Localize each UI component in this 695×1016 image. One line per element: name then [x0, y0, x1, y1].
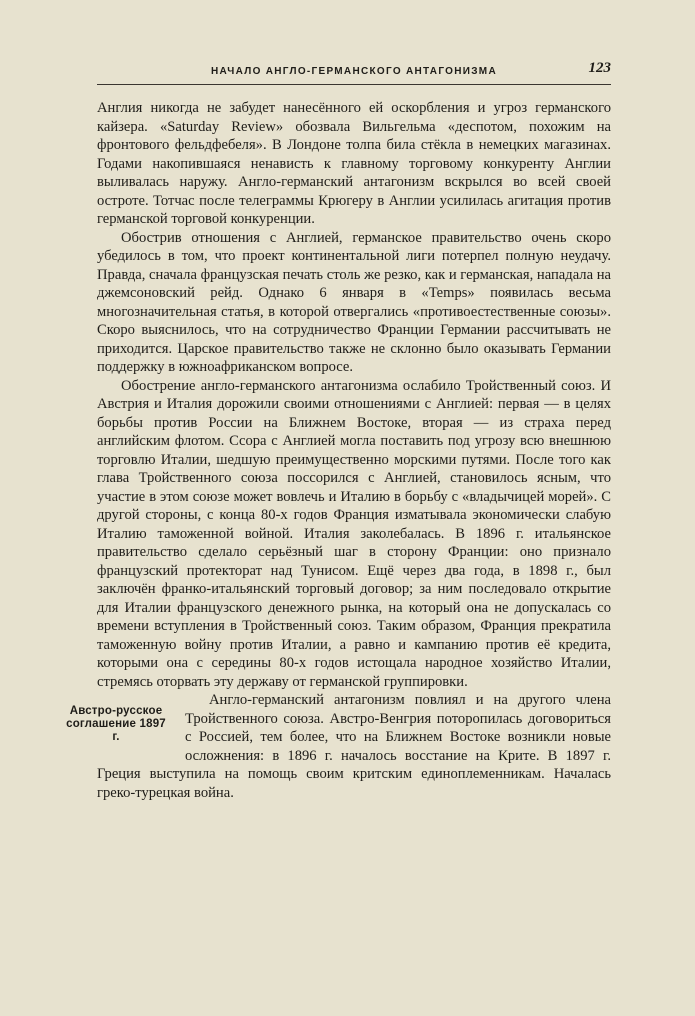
paragraph-4: Англо-германский антагонизм повлиял и на другого члена Тройственного союза. Австро-Венгрия поторопилась договориться с Россией, тем более, что на Ближнем Востоке возникли новые осложнения: в 1896 г. началось восстание на Крите. В 1897 г. Греция выступила на помощь своим критским единоплеменникам. Началась греко-турецкая война. — [97, 692, 611, 801]
page-header — [97, 58, 611, 85]
running-title: НАЧАЛО АНГЛО-ГЕРМАНСКОГО АНТАГОНИЗМА — [211, 66, 497, 77]
body-text — [66, 99, 612, 802]
paragraph-2: Обострив отношения с Англией, германское правительство очень скоро убедилось в том, что проект континентальной лиги потерпел полную неудачу. Правда, сначала французская печать столь же резко, как и германская, нападала на джемсоновский рейд. Однако 6 января в «Temps» появилась весьма многозначительная статья, в которой отвергались «противоестественные союзы». Скоро выяснилось, что на сотрудничество Франции Германии рассчитывать не приходится. Царское правительство также не склонно было оказывать Германии поддержку в южноафриканском вопросе. — [97, 229, 612, 375]
page-number: 123 — [588, 60, 611, 76]
margin-note: Австро-русское соглашение 1897 г. — [66, 705, 166, 743]
paragraph-3: Обострение англо-германского антагонизма ослабило Тройственный союз. И Австрия и Италия дорожили своими отношениями с Англией: первая — в целях борьбы против России на Ближнем Востоке, вторая — из страха перед английским флотом. Ссора с Англией могла поставить под угрозу всю внешнюю торговлю Италии, шедшую преимущественно морскими путями. После того как глава Тройственного союза поссорился с Англией, становилось ясным, что участие в этом союзе может вовлечь и Италию в борьбу с «владычицей морей». С другой стороны, с конца 80-х годов Франция изматывала экономически слабую Италию таможенной войной. Италия заколебалась. В 1896 г. итальянское правительство сделало серьёзный шаг в сторону Франции: оно признало французский протекторат над Тунисом. Ещё через два года, в 1898 г., был заключён франко-итальянский торговый договор; за ним последовало открытие для Италии французского денежного рынка, на который она не допускалась со времени вступления в Тройственный союз. Таким образом, Франция прекратила таможенную войну против Италии, а равно и кампанию против её кредита, которыми она с середины 80-х годов истощала народное хозяйство Италии, стремясь оторвать эту державу от германской группировки. — [97, 377, 611, 690]
paragraph-1: Англия никогда не забудет нанесённого ей оскорбления и угроз германского кайзера. «Saturday Review» обозвала Вильгельма «деспотом, похожим на фронтового фельдфебеля». В Лондоне толпа била стёкла в немецких магазинах. Годами накопившаяся ненависть к главному торговому конкуренту Англии выливалась наружу. Англо-германский антагонизм вскрылся во всей своей остроте. Тотчас после телеграммы Крюгеру в Англии усилилась агитация против германской торговой конкуренции. — [97, 100, 611, 227]
